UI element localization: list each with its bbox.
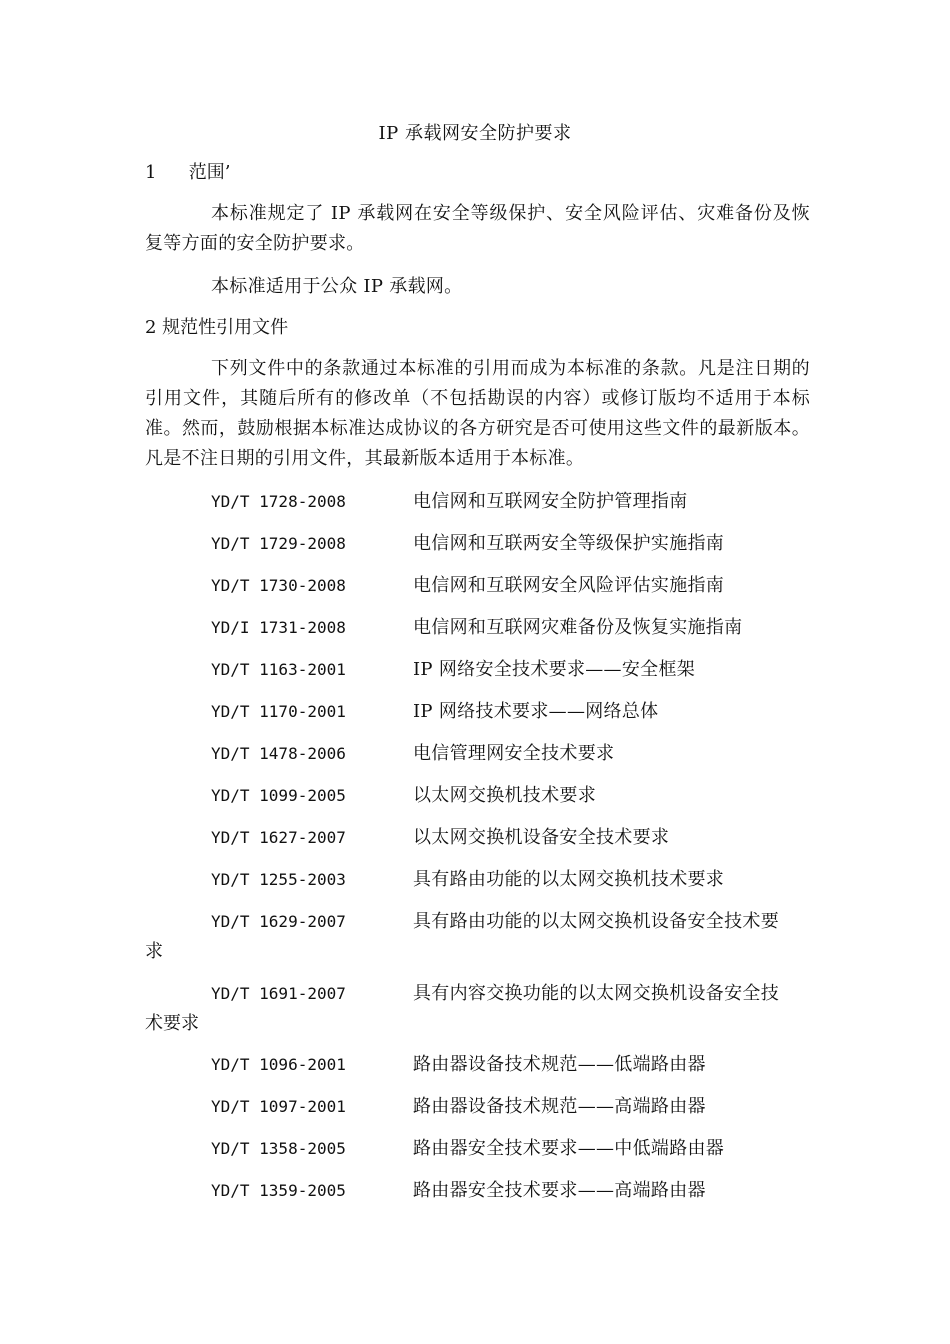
reference-title: 电信管理网安全技术要求 (413, 743, 615, 764)
reference-code: YD/T 1729-2008 (211, 534, 346, 553)
reference-title: 电信网和互联网安全风险评估实施指南 (413, 575, 725, 596)
reference-code: YD/T 1359-2005 (211, 1181, 346, 1200)
reference-title: 电信网和互联网安全防护管理指南 (413, 491, 688, 512)
scope-paragraph-1: 本标准规定了 IP 承载网在安全等级保护、安全风险评估、灾难备份及恢复等方面的安全防护要求。 (145, 203, 810, 254)
reference-code: YD/T 1691-2007 (211, 984, 346, 1003)
reference-title: 以太网交换机技术要求 (413, 785, 596, 806)
reference-title: 电信网和互联两安全等级保护实施指南 (413, 533, 725, 554)
normative-references-intro: 下列文件中的条款通过本标准的引用而成为本标准的条款。凡是注日期的引用文件，其随后所有的修改单（不包括勘误的内容）或修订版均不适用于本标准。然而，鼓励根据本标准达成协议的各方研究是否可使用这些文件的最新版本。凡是不注日期的引用文件，其最新版本适用于本标准。 (145, 358, 810, 469)
reference-title: 路由器安全技术要求——高端路由器 (413, 1180, 706, 1201)
reference-code: YD/T 1097-2001 (211, 1097, 346, 1116)
section-1-title: 范围’ (188, 162, 231, 183)
document-title: IP 承载网安全防护要求 (378, 123, 572, 144)
reference-title: 路由器设备技术规范——低端路由器 (413, 1054, 706, 1075)
reference-title: IP 网络技术要求——网络总体 (413, 701, 659, 722)
reference-code: YD/T 1099-2005 (211, 786, 346, 805)
reference-code: YD/T 1728-2008 (211, 492, 346, 511)
reference-title: 路由器设备技术规范——高端路由器 (413, 1096, 706, 1117)
reference-title-continuation: 求 (145, 941, 163, 962)
reference-code: YD/T 1163-2001 (211, 660, 346, 679)
reference-title: 具有路由功能的以太网交换机技术要求 (413, 869, 725, 890)
reference-code: YD/T 1629-2007 (211, 912, 346, 931)
reference-title: 路由器安全技术要求——中低端路由器 (413, 1138, 725, 1159)
reference-code: YD/T 1627-2007 (211, 828, 346, 847)
reference-code: YD/T 1358-2005 (211, 1139, 346, 1158)
section-2-heading: 2 规范性引用文件 (145, 317, 289, 338)
reference-code: YD/T 1170-2001 (211, 702, 346, 721)
reference-title: 具有路由功能的以太网交换机设备安全技术要 (413, 911, 779, 932)
section-1-heading (145, 158, 230, 188)
section-1-number: 1 (145, 162, 157, 183)
reference-code: YD/T 1478-2006 (211, 744, 346, 763)
reference-title: 电信网和互联网灾难备份及恢复实施指南 (413, 617, 743, 638)
reference-title-continuation: 术要求 (145, 1013, 199, 1034)
reference-code: YD/T 1096-2001 (211, 1055, 346, 1074)
reference-title: IP 网络安全技术要求——安全框架 (413, 659, 696, 680)
reference-code: YD/T 1730-2008 (211, 576, 346, 595)
scope-paragraph-2: 本标准适用于公众 IP 承载网。 (211, 276, 463, 297)
reference-code: YD/I 1731-2008 (211, 618, 346, 637)
reference-code: YD/T 1255-2003 (211, 870, 346, 889)
reference-title: 以太网交换机设备安全技术要求 (413, 827, 670, 848)
reference-title: 具有内容交换功能的以太网交换机设备安全技 (413, 983, 779, 1004)
